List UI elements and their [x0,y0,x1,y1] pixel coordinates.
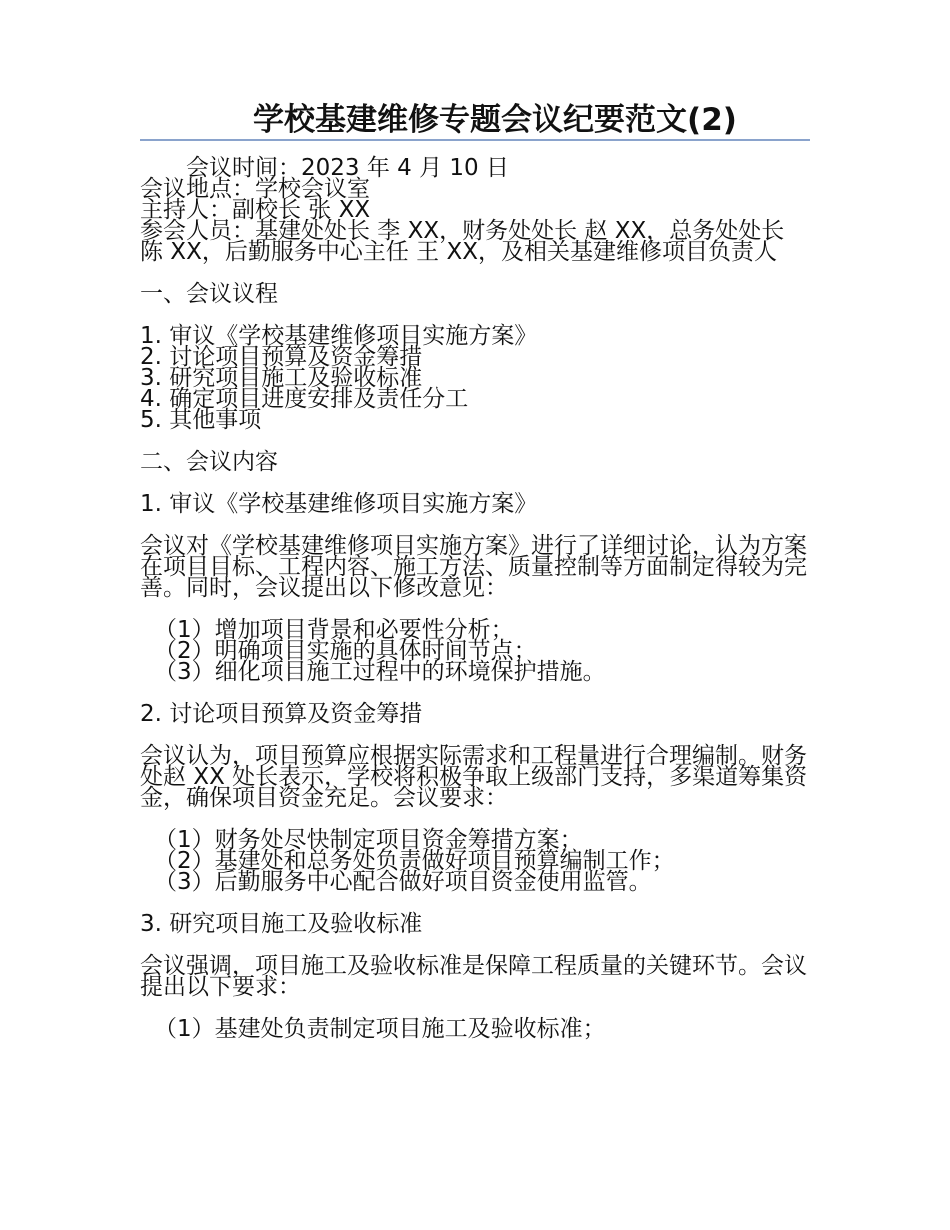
section-heading: 3. 研究项目施工及验收标准 [140,911,423,937]
list-item: （1）增加项目背景和必要性分析； [154,617,514,643]
agenda-item: 1. 审议《学校基建维修项目实施方案》 [140,323,538,349]
document-body [140,155,812,1042]
agenda-item: 3. 研究项目施工及验收标准 [140,365,423,391]
list-item: （3）细化项目施工过程中的环境保护措施。 [154,659,606,685]
agenda-item: 2. 讨论项目预算及资金筹措 [140,344,423,370]
agenda-heading: 一、会议议程 [140,281,278,307]
content-heading: 二、会议内容 [140,449,278,475]
meeting-host: 主持人：副校长 张 XX [140,197,371,223]
section-paragraph: 会议认为，项目预算应根据实际需求和工程量进行合理编制。财务处赵 XX 处长表示，学校将积极争取上级部门支持，多渠道筹集资金，确保项目资金充足。会议要求： [140,743,808,811]
section-heading: 2. 讨论项目预算及资金筹措 [140,701,423,727]
list-item: （3）后勤服务中心配合做好项目资金使用监管。 [154,869,652,895]
section-paragraph: 会议强调，项目施工及验收标准是保障工程质量的关键环节。会议提出以下要求： [140,953,807,1000]
list-item: （1）财务处尽快制定项目资金筹措方案； [154,827,583,853]
document-title: 学校基建维修专题会议纪要范文(2) [253,102,737,138]
list-item: （2）明确项目实施的具体时间节点； [154,638,537,664]
list-item: （1）基建处负责制定项目施工及验收标准； [154,1016,606,1042]
meeting-place: 会议地点：学校会议室 [140,176,370,202]
meeting-time: 会议时间：2023 年 4 月 10 日 [186,155,509,181]
meeting-attendees: 参会人员：基建处处长 李 XX，财务处处长 赵 XX，总务处处长 陈 XX，后勤服务中心主任 王 XX，及相关基建维修项目负责人 [140,218,785,265]
section-paragraph: 会议对《学校基建维修项目实施方案》进行了详细讨论，认为方案在项目目标、工程内容、施工方法、质量控制等方面制定得较为完善。同时，会议提出以下修改意见： [140,533,807,601]
title-underline [140,139,810,141]
list-item: （2）基建处和总务处负责做好项目预算编制工作； [154,848,675,874]
section-heading: 1. 审议《学校基建维修项目实施方案》 [140,491,538,517]
agenda-item: 5. 其他事项 [140,407,262,433]
agenda-item: 4. 确定项目进度安排及责任分工 [140,386,469,412]
